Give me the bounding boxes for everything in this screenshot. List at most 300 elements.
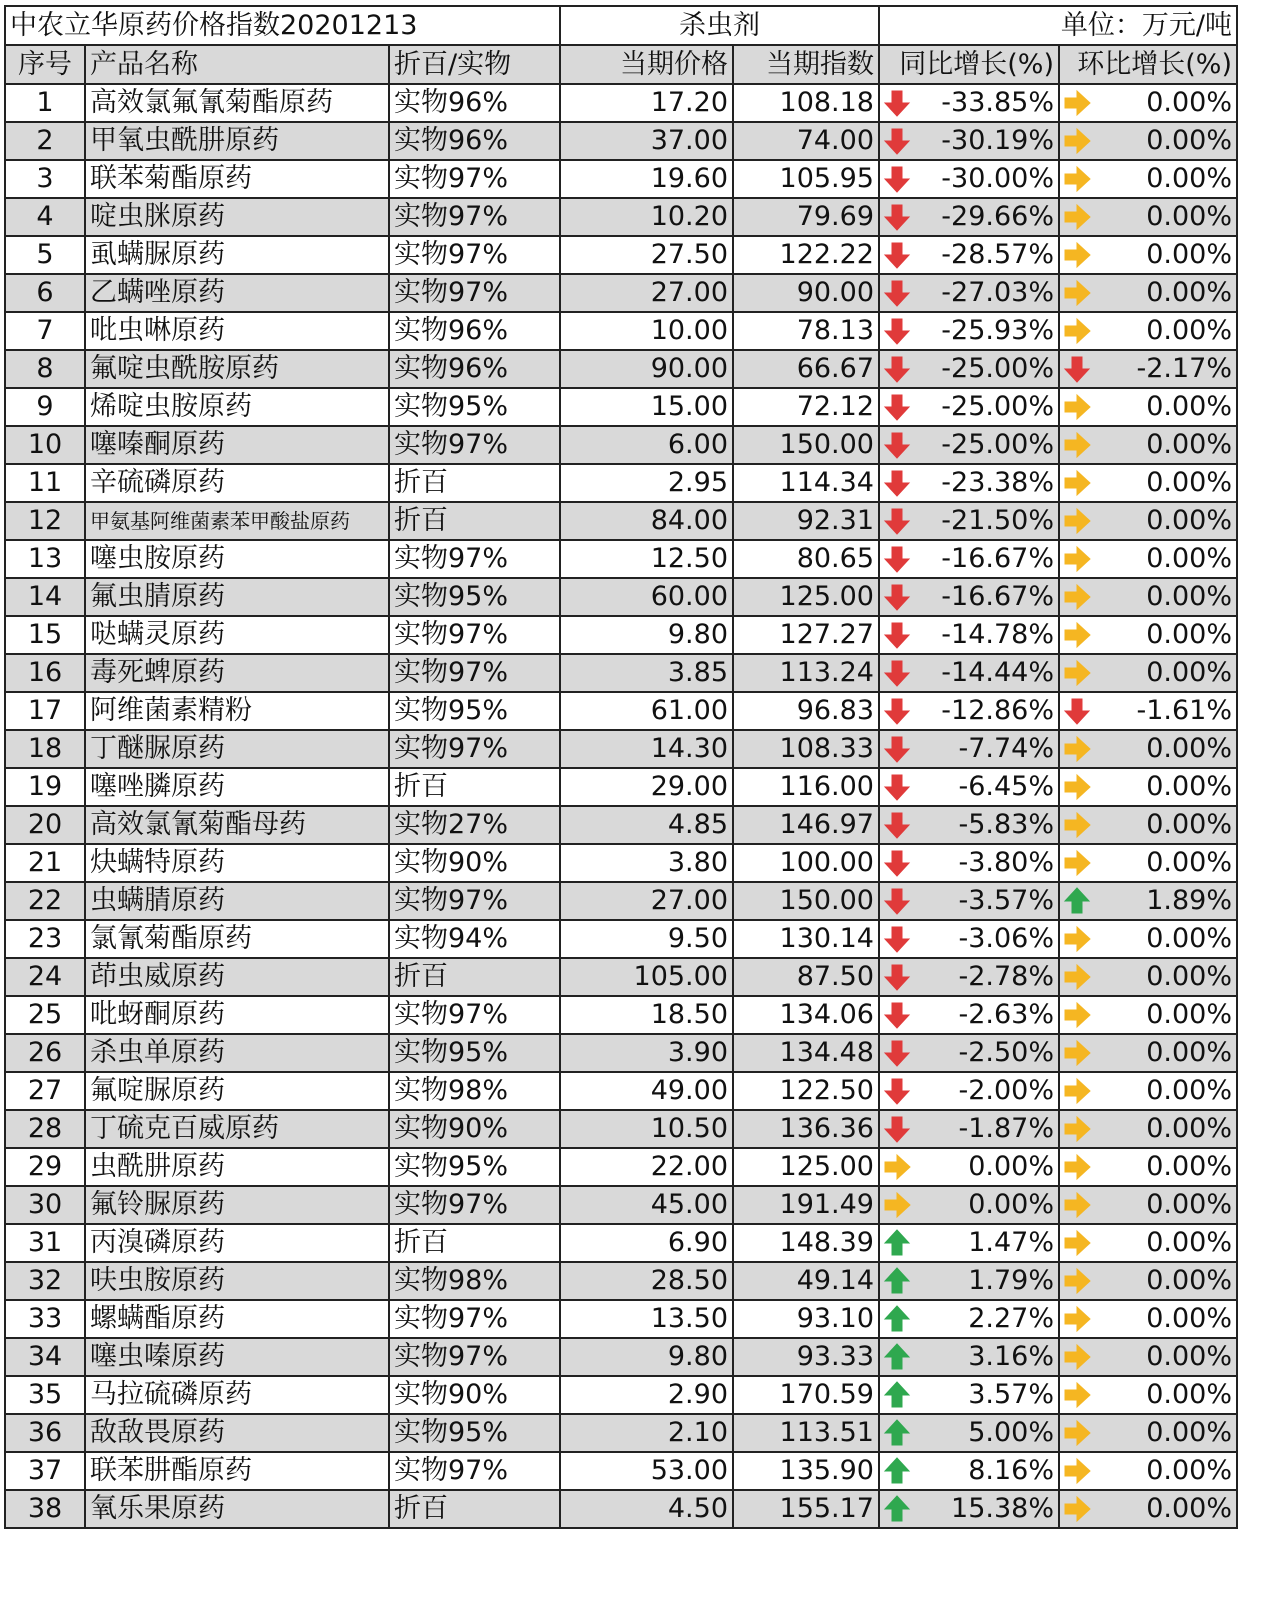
arrow-down-icon	[882, 506, 912, 536]
yoy-change-value: 8.16%	[968, 1455, 1054, 1486]
product-spec: 实物90%	[389, 844, 560, 882]
table-row	[5, 502, 1237, 540]
mom-change-value: 0.00%	[1146, 505, 1232, 536]
yoy-change-value: -2.78%	[958, 961, 1054, 992]
arrow-down-icon	[882, 848, 912, 878]
arrow-right-icon	[1062, 1456, 1092, 1486]
product-spec: 实物97%	[389, 996, 560, 1034]
mom-change-cell	[1059, 958, 1237, 996]
row-number: 13	[5, 540, 85, 578]
mom-change-cell	[1059, 464, 1237, 502]
current-price: 37.00	[560, 122, 733, 160]
mom-change-value: 0.00%	[1146, 125, 1232, 156]
product-name: 噻虫嗪原药	[85, 1338, 389, 1376]
arrow-right-icon	[1062, 1000, 1092, 1030]
row-number: 8	[5, 350, 85, 388]
current-index: 130.14	[733, 920, 879, 958]
mom-change-value: 0.00%	[1146, 239, 1232, 270]
mom-change-cell	[1059, 236, 1237, 274]
yoy-change-value: -2.63%	[958, 999, 1054, 1030]
mom-change-cell	[1059, 502, 1237, 540]
product-name: 虫酰肼原药	[85, 1148, 389, 1186]
current-price: 10.20	[560, 198, 733, 236]
arrow-right-icon	[1062, 278, 1092, 308]
table-row	[5, 1452, 1237, 1490]
arrow-up-icon	[882, 1342, 912, 1372]
current-index: 135.90	[733, 1452, 879, 1490]
current-price: 61.00	[560, 692, 733, 730]
arrow-down-icon	[882, 1038, 912, 1068]
current-price: 27.00	[560, 882, 733, 920]
current-price: 22.00	[560, 1148, 733, 1186]
yoy-change-value: -6.45%	[958, 771, 1054, 802]
category-label: 杀虫剂	[560, 6, 879, 45]
current-price: 90.00	[560, 350, 733, 388]
yoy-change-value: -16.67%	[941, 581, 1054, 612]
current-index: 134.06	[733, 996, 879, 1034]
yoy-change-value: 2.27%	[968, 1303, 1054, 1334]
product-name: 虫螨腈原药	[85, 882, 389, 920]
product-name: 氟啶脲原药	[85, 1072, 389, 1110]
product-name: 呋虫胺原药	[85, 1262, 389, 1300]
arrow-down-icon	[882, 1114, 912, 1144]
current-price: 27.00	[560, 274, 733, 312]
product-name: 甲氨基阿维菌素苯甲酸盐原药	[85, 502, 389, 540]
current-price: 18.50	[560, 996, 733, 1034]
mom-change-value: 0.00%	[1146, 657, 1232, 688]
product-name: 乙螨唑原药	[85, 274, 389, 312]
mom-change-cell	[1059, 1262, 1237, 1300]
product-name: 虱螨脲原药	[85, 236, 389, 274]
yoy-change-value: -30.19%	[941, 125, 1054, 156]
arrow-right-icon	[1062, 240, 1092, 270]
product-spec: 实物96%	[389, 312, 560, 350]
yoy-change-value: -2.00%	[958, 1075, 1054, 1106]
yoy-change-value: -30.00%	[941, 163, 1054, 194]
yoy-change-cell	[879, 1338, 1059, 1376]
yoy-change-cell	[879, 84, 1059, 122]
yoy-change-cell	[879, 1148, 1059, 1186]
row-number: 32	[5, 1262, 85, 1300]
current-price: 9.50	[560, 920, 733, 958]
product-name: 氧乐果原药	[85, 1490, 389, 1528]
arrow-right-icon	[1062, 1152, 1092, 1182]
row-number: 33	[5, 1300, 85, 1338]
mom-change-value: 0.00%	[1146, 1303, 1232, 1334]
arrow-up-icon	[882, 1494, 912, 1524]
header-price: 当期价格	[560, 45, 733, 84]
yoy-change-cell	[879, 502, 1059, 540]
product-name: 烯啶虫胺原药	[85, 388, 389, 426]
yoy-change-value: -16.67%	[941, 543, 1054, 574]
mom-change-cell	[1059, 920, 1237, 958]
current-index: 108.18	[733, 84, 879, 122]
current-price: 3.85	[560, 654, 733, 692]
mom-change-cell	[1059, 882, 1237, 920]
arrow-down-icon	[882, 164, 912, 194]
arrow-right-icon	[1062, 126, 1092, 156]
yoy-change-cell	[879, 1034, 1059, 1072]
current-index: 191.49	[733, 1186, 879, 1224]
row-number: 11	[5, 464, 85, 502]
mom-change-value: 0.00%	[1146, 1455, 1232, 1486]
arrow-up-icon	[882, 1380, 912, 1410]
yoy-change-cell	[879, 996, 1059, 1034]
product-spec: 折百	[389, 464, 560, 502]
mom-change-value: 0.00%	[1146, 1113, 1232, 1144]
arrow-right-icon	[1062, 1076, 1092, 1106]
table-row	[5, 692, 1237, 730]
mom-change-cell	[1059, 1490, 1237, 1528]
arrow-right-icon	[1062, 658, 1092, 688]
yoy-change-cell	[879, 464, 1059, 502]
yoy-change-value: -23.38%	[941, 467, 1054, 498]
table-row	[5, 806, 1237, 844]
table-row	[5, 996, 1237, 1034]
row-number: 21	[5, 844, 85, 882]
yoy-change-cell	[879, 160, 1059, 198]
yoy-change-value: 1.79%	[968, 1265, 1054, 1296]
arrow-down-icon	[882, 696, 912, 726]
product-spec: 实物96%	[389, 122, 560, 160]
product-spec: 折百	[389, 502, 560, 540]
mom-change-value: 0.00%	[1146, 733, 1232, 764]
table-row	[5, 1414, 1237, 1452]
current-price: 3.80	[560, 844, 733, 882]
row-number: 2	[5, 122, 85, 160]
yoy-change-value: -21.50%	[941, 505, 1054, 536]
sheet-title: 中农立华原药价格指数20201213	[5, 6, 560, 45]
mom-change-cell	[1059, 996, 1237, 1034]
table-row	[5, 1034, 1237, 1072]
yoy-change-cell	[879, 426, 1059, 464]
arrow-right-icon	[1062, 734, 1092, 764]
mom-change-cell	[1059, 654, 1237, 692]
header-product-name: 产品名称	[85, 45, 389, 84]
row-number: 3	[5, 160, 85, 198]
yoy-change-cell	[879, 1414, 1059, 1452]
product-spec: 实物95%	[389, 692, 560, 730]
row-number: 9	[5, 388, 85, 426]
current-price: 4.50	[560, 1490, 733, 1528]
arrow-right-icon	[1062, 430, 1092, 460]
current-index: 148.39	[733, 1224, 879, 1262]
product-spec: 实物98%	[389, 1072, 560, 1110]
arrow-right-icon	[1062, 544, 1092, 574]
current-index: 74.00	[733, 122, 879, 160]
mom-change-cell	[1059, 1452, 1237, 1490]
product-spec: 折百	[389, 958, 560, 996]
mom-change-cell	[1059, 1034, 1237, 1072]
product-spec: 实物97%	[389, 882, 560, 920]
row-number: 15	[5, 616, 85, 654]
table-row	[5, 388, 1237, 426]
arrow-down-icon	[1062, 696, 1092, 726]
mom-change-value: 0.00%	[1146, 87, 1232, 118]
arrow-right-icon	[1062, 1494, 1092, 1524]
product-spec: 折百	[389, 768, 560, 806]
row-number: 22	[5, 882, 85, 920]
row-number: 37	[5, 1452, 85, 1490]
mom-change-value: 0.00%	[1146, 163, 1232, 194]
arrow-right-icon	[1062, 1418, 1092, 1448]
table-row	[5, 578, 1237, 616]
mom-change-value: 0.00%	[1146, 1341, 1232, 1372]
arrow-down-icon	[882, 202, 912, 232]
yoy-change-cell	[879, 768, 1059, 806]
header-no: 序号	[5, 45, 85, 84]
row-number: 5	[5, 236, 85, 274]
mom-change-value: 0.00%	[1146, 1151, 1232, 1182]
mom-change-cell	[1059, 350, 1237, 388]
yoy-change-value: -5.83%	[958, 809, 1054, 840]
product-name: 噻虫胺原药	[85, 540, 389, 578]
current-price: 9.80	[560, 616, 733, 654]
table-row	[5, 1300, 1237, 1338]
mom-change-value: 0.00%	[1146, 1493, 1232, 1524]
table-row	[5, 274, 1237, 312]
current-index: 116.00	[733, 768, 879, 806]
yoy-change-cell	[879, 350, 1059, 388]
arrow-down-icon	[882, 544, 912, 574]
arrow-down-icon	[882, 962, 912, 992]
yoy-change-cell	[879, 540, 1059, 578]
product-spec: 实物97%	[389, 198, 560, 236]
product-spec: 实物95%	[389, 1148, 560, 1186]
yoy-change-value: -7.74%	[958, 733, 1054, 764]
yoy-change-cell	[879, 1110, 1059, 1148]
mom-change-value: 0.00%	[1146, 201, 1232, 232]
current-price: 6.00	[560, 426, 733, 464]
yoy-change-value: -12.86%	[941, 695, 1054, 726]
arrow-down-icon	[1062, 354, 1092, 384]
mom-change-value: -1.61%	[1136, 695, 1232, 726]
current-index: 93.33	[733, 1338, 879, 1376]
row-number: 34	[5, 1338, 85, 1376]
current-price: 4.85	[560, 806, 733, 844]
table-row	[5, 540, 1237, 578]
row-number: 17	[5, 692, 85, 730]
table-row	[5, 312, 1237, 350]
yoy-change-cell	[879, 1262, 1059, 1300]
product-name: 高效氯氰菊酯母药	[85, 806, 389, 844]
arrow-right-icon	[1062, 1190, 1092, 1220]
arrow-right-icon	[1062, 316, 1092, 346]
arrow-down-icon	[882, 924, 912, 954]
current-price: 9.80	[560, 1338, 733, 1376]
row-number: 23	[5, 920, 85, 958]
table-row	[5, 160, 1237, 198]
yoy-change-cell	[879, 1072, 1059, 1110]
current-index: 170.59	[733, 1376, 879, 1414]
arrow-up-icon	[1062, 886, 1092, 916]
mom-change-value: 0.00%	[1146, 961, 1232, 992]
table-row	[5, 122, 1237, 160]
row-number: 1	[5, 84, 85, 122]
product-name: 杀虫单原药	[85, 1034, 389, 1072]
current-index: 79.69	[733, 198, 879, 236]
current-index: 146.97	[733, 806, 879, 844]
yoy-change-cell	[879, 388, 1059, 426]
arrow-down-icon	[882, 1000, 912, 1030]
arrow-right-icon	[1062, 582, 1092, 612]
arrow-right-icon	[882, 1190, 912, 1220]
product-spec: 实物97%	[389, 540, 560, 578]
table-row	[5, 1376, 1237, 1414]
arrow-right-icon	[1062, 1114, 1092, 1144]
current-price: 3.90	[560, 1034, 733, 1072]
current-price: 12.50	[560, 540, 733, 578]
current-index: 87.50	[733, 958, 879, 996]
yoy-change-cell	[879, 730, 1059, 768]
table-row	[5, 1110, 1237, 1148]
product-name: 氯氰菊酯原药	[85, 920, 389, 958]
yoy-change-value: 0.00%	[968, 1189, 1054, 1220]
current-price: 6.90	[560, 1224, 733, 1262]
product-name: 联苯菊酯原药	[85, 160, 389, 198]
arrow-down-icon	[882, 430, 912, 460]
yoy-change-cell	[879, 1376, 1059, 1414]
current-index: 72.12	[733, 388, 879, 426]
current-index: 100.00	[733, 844, 879, 882]
row-number: 28	[5, 1110, 85, 1148]
yoy-change-value: -33.85%	[941, 87, 1054, 118]
mom-change-cell	[1059, 1338, 1237, 1376]
product-name: 毒死蜱原药	[85, 654, 389, 692]
product-name: 吡虫啉原药	[85, 312, 389, 350]
header-row	[5, 45, 1237, 84]
product-name: 丙溴磷原药	[85, 1224, 389, 1262]
mom-change-cell	[1059, 768, 1237, 806]
header-spec: 折百/实物	[389, 45, 560, 84]
mom-change-cell	[1059, 160, 1237, 198]
mom-change-value: 0.00%	[1146, 1379, 1232, 1410]
yoy-change-value: 3.57%	[968, 1379, 1054, 1410]
product-spec: 实物95%	[389, 578, 560, 616]
arrow-down-icon	[882, 354, 912, 384]
yoy-change-value: -14.78%	[941, 619, 1054, 650]
current-index: 155.17	[733, 1490, 879, 1528]
header-index: 当期指数	[733, 45, 879, 84]
current-index: 105.95	[733, 160, 879, 198]
arrow-down-icon	[882, 582, 912, 612]
product-spec: 实物97%	[389, 236, 560, 274]
yoy-change-cell	[879, 692, 1059, 730]
mom-change-value: 0.00%	[1146, 619, 1232, 650]
product-name: 吡蚜酮原药	[85, 996, 389, 1034]
product-spec: 实物95%	[389, 1414, 560, 1452]
current-price: 53.00	[560, 1452, 733, 1490]
arrow-down-icon	[882, 620, 912, 650]
current-index: 113.24	[733, 654, 879, 692]
current-index: 96.83	[733, 692, 879, 730]
product-name: 阿维菌素精粉	[85, 692, 389, 730]
current-index: 127.27	[733, 616, 879, 654]
product-spec: 实物98%	[389, 1262, 560, 1300]
current-price: 10.50	[560, 1110, 733, 1148]
arrow-right-icon	[1062, 772, 1092, 802]
arrow-down-icon	[882, 886, 912, 916]
yoy-change-cell	[879, 1186, 1059, 1224]
product-name: 噻唑膦原药	[85, 768, 389, 806]
arrow-down-icon	[882, 126, 912, 156]
table-row	[5, 84, 1237, 122]
current-index: 66.67	[733, 350, 879, 388]
mom-change-cell	[1059, 274, 1237, 312]
yoy-change-value: -25.00%	[941, 391, 1054, 422]
current-index: 114.34	[733, 464, 879, 502]
yoy-change-cell	[879, 122, 1059, 160]
current-index: 113.51	[733, 1414, 879, 1452]
current-index: 122.50	[733, 1072, 879, 1110]
table-row	[5, 198, 1237, 236]
mom-change-value: 0.00%	[1146, 1037, 1232, 1068]
row-number: 24	[5, 958, 85, 996]
mom-change-cell	[1059, 540, 1237, 578]
product-spec: 实物96%	[389, 84, 560, 122]
yoy-change-cell	[879, 1224, 1059, 1262]
current-index: 78.13	[733, 312, 879, 350]
row-number: 36	[5, 1414, 85, 1452]
arrow-up-icon	[882, 1304, 912, 1334]
yoy-change-value: -28.57%	[941, 239, 1054, 270]
product-spec: 实物94%	[389, 920, 560, 958]
product-name: 哒螨灵原药	[85, 616, 389, 654]
mom-change-value: 0.00%	[1146, 1075, 1232, 1106]
current-price: 27.50	[560, 236, 733, 274]
mom-change-cell	[1059, 806, 1237, 844]
mom-change-value: 0.00%	[1146, 315, 1232, 346]
row-number: 30	[5, 1186, 85, 1224]
product-spec: 实物97%	[389, 616, 560, 654]
yoy-change-cell	[879, 198, 1059, 236]
table-row	[5, 1490, 1237, 1528]
yoy-change-value: -3.80%	[958, 847, 1054, 878]
yoy-change-value: -27.03%	[941, 277, 1054, 308]
yoy-change-value: -14.44%	[941, 657, 1054, 688]
product-name: 辛硫磷原药	[85, 464, 389, 502]
product-name: 丁硫克百威原药	[85, 1110, 389, 1148]
current-price: 10.00	[560, 312, 733, 350]
current-price: 29.00	[560, 768, 733, 806]
unit-label: 单位：万元/吨	[879, 6, 1237, 45]
current-price: 60.00	[560, 578, 733, 616]
product-name: 丁醚脲原药	[85, 730, 389, 768]
yoy-change-cell	[879, 806, 1059, 844]
yoy-change-value: 15.38%	[951, 1493, 1054, 1524]
current-price: 2.10	[560, 1414, 733, 1452]
current-price: 28.50	[560, 1262, 733, 1300]
yoy-change-value: 3.16%	[968, 1341, 1054, 1372]
row-number: 4	[5, 198, 85, 236]
yoy-change-value: 5.00%	[968, 1417, 1054, 1448]
yoy-change-cell	[879, 844, 1059, 882]
mom-change-cell	[1059, 1414, 1237, 1452]
product-name: 马拉硫磷原药	[85, 1376, 389, 1414]
yoy-change-value: -25.00%	[941, 429, 1054, 460]
arrow-right-icon	[1062, 1228, 1092, 1258]
row-number: 10	[5, 426, 85, 464]
table-row	[5, 236, 1237, 274]
arrow-right-icon	[1062, 164, 1092, 194]
arrow-right-icon	[1062, 1038, 1092, 1068]
arrow-right-icon	[1062, 506, 1092, 536]
arrow-up-icon	[882, 1418, 912, 1448]
product-name: 噻嗪酮原药	[85, 426, 389, 464]
table-row	[5, 1224, 1237, 1262]
product-name: 啶虫脒原药	[85, 198, 389, 236]
arrow-right-icon	[1062, 810, 1092, 840]
